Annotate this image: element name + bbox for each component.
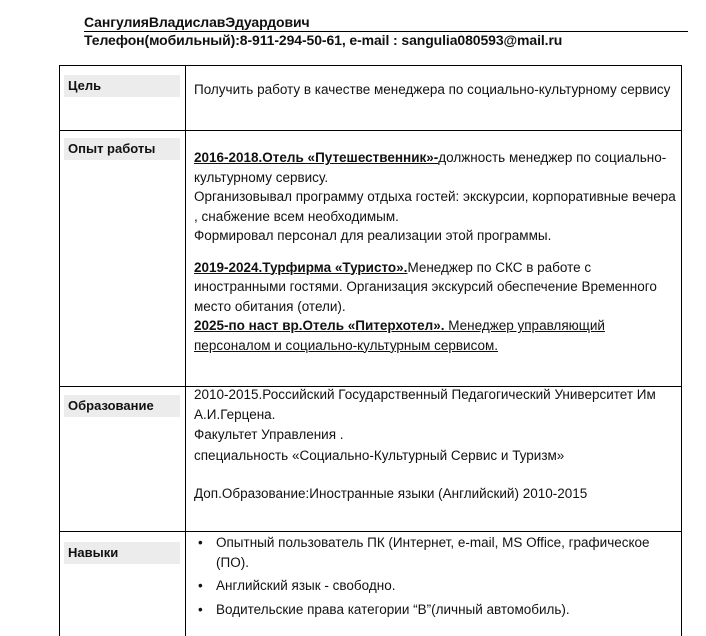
resume-header bbox=[84, 14, 694, 48]
resume-table bbox=[59, 65, 682, 636]
skills-cell bbox=[194, 533, 678, 623]
skills-label: Навыки bbox=[64, 542, 180, 564]
list-item: • Английский язык - свободно. bbox=[194, 576, 678, 596]
job1-title: 2016-2018.Отель «Путешественник»- bbox=[194, 150, 439, 165]
job-entry bbox=[194, 258, 678, 317]
job3-text: Менеджер управляющий персоналом и социально-культурным сервисом. bbox=[194, 318, 605, 353]
row-divider bbox=[60, 531, 681, 532]
education-additional: Доп.Образование:Иностранные языки (Английский) 2010-2015 bbox=[194, 486, 588, 501]
experience-cell bbox=[194, 148, 678, 355]
skills-list bbox=[194, 533, 678, 619]
goal-cell bbox=[194, 80, 678, 100]
education-label: Образование bbox=[64, 395, 180, 417]
job1-duties: Организовывал программу отдыха гостей: экскурсии, корпоративные вечера , снабжение всем необходимым. bbox=[194, 189, 676, 224]
column-divider bbox=[185, 66, 186, 636]
header-rule bbox=[84, 31, 688, 32]
goal-label: Цель bbox=[64, 75, 180, 97]
job2-title: 2019-2024.Турфирма «Туристо». bbox=[194, 259, 408, 275]
education-specialty: специальность «Социально-Культурный Сервис и Туризм» bbox=[194, 447, 565, 463]
list-item: • Опытный пользователь ПК (Интернет, e-mail, MS Office, графическое (ПО). bbox=[194, 533, 678, 572]
job1-text: должность менеджер по социально-культурному сервису. bbox=[194, 150, 667, 185]
list-item: • Водительские права категории “B”(личный автомобиль). bbox=[194, 600, 678, 620]
candidate-name: СангулияВладиславЭдуардович bbox=[84, 14, 310, 30]
job2-text: Менеджер по СКС в работе с иностранными гостями. Организация экскурсий обеспечение Временного место обитания (отели). bbox=[194, 259, 657, 314]
education-cell bbox=[194, 385, 678, 504]
education-faculty: Факультет Управления . bbox=[194, 427, 344, 442]
contact-line: Телефон(мобильный):8-911-294-50-61, e-mail : sangulia080593@mail.ru bbox=[84, 32, 563, 48]
job-entry bbox=[194, 316, 678, 355]
job-entry bbox=[194, 148, 678, 187]
goal-text: Получить работу в качестве менеджера по социально-культурному сервису bbox=[194, 82, 671, 97]
education-university: 2010-2015.Российский Государственный Педагогический Университет Им А.И.Герцена. bbox=[194, 387, 656, 422]
job1-staffing: Формировал персонал для реализации этой программы. bbox=[194, 228, 552, 243]
job3-title: 2025-по наст вр.Отель «Питерхотел». bbox=[194, 318, 445, 333]
experience-label: Опыт работы bbox=[64, 138, 180, 160]
row-divider bbox=[60, 130, 681, 131]
